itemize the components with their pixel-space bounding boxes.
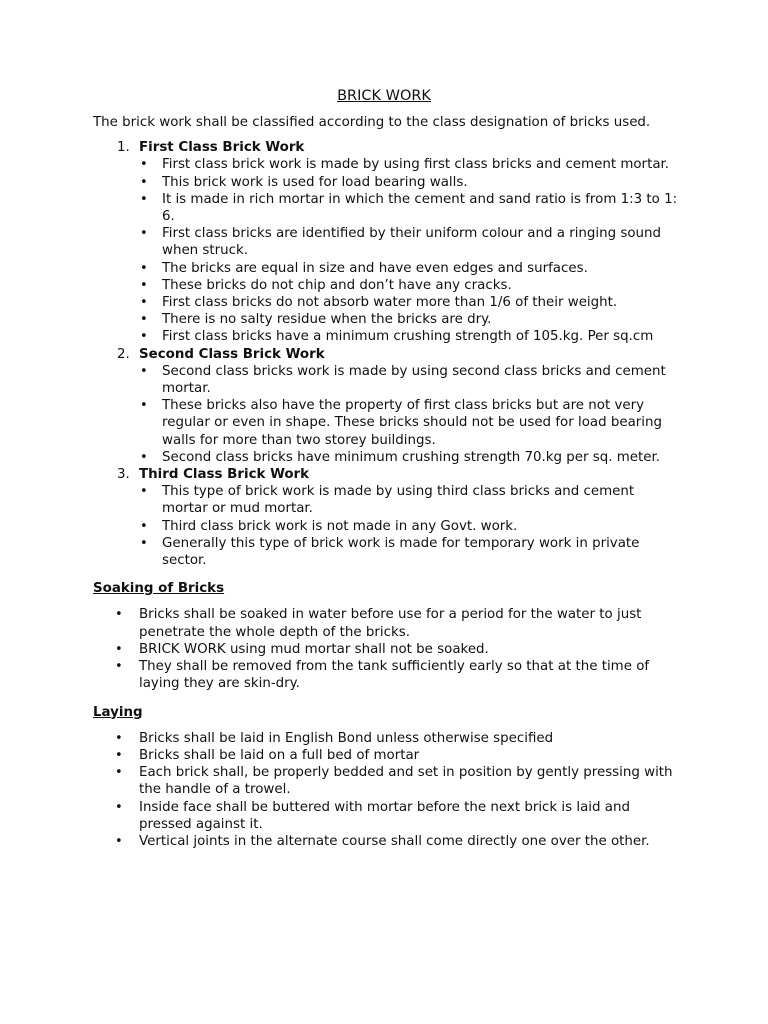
list-item: • This brick work is used for load bearing walls.	[162, 174, 683, 191]
list-item: • Inside face shall be buttered with mortar before the next brick is laid and pressed against it.	[139, 799, 683, 833]
class-heading-third: Third Class Brick Work	[139, 467, 310, 483]
class-number: 2.	[117, 346, 130, 362]
list-item: • They shall be removed from the tank sufficiently early so that at the time of laying they are skin-dry.	[139, 658, 683, 692]
list-item: • The bricks are equal in size and have even edges and surfaces.	[162, 260, 683, 277]
list-item: • First class bricks do not absorb water more than 1/6 of their weight.	[162, 294, 683, 311]
list-item: • Second class bricks have minimum crushing strength 70.kg per sq. meter.	[162, 449, 683, 466]
list-item: • Second class bricks work is made by using second class bricks and cement mortar.	[162, 363, 683, 397]
class-heading-second: Second Class Brick Work	[139, 346, 325, 362]
page-title-text: BRICK WORK	[337, 88, 431, 104]
second-class-bullets	[139, 363, 683, 466]
class-heading-first: First Class Brick Work	[139, 140, 305, 156]
list-item: • Bricks shall be laid on a full bed of mortar	[139, 747, 683, 764]
page-title	[0, 86, 768, 106]
class-item-second	[117, 346, 683, 466]
list-item: • Generally this type of brick work is made for temporary work in private sector.	[162, 535, 683, 569]
list-item: • It is made in rich mortar in which the cement and sand ratio is from 1:3 to 1: 6.	[162, 191, 683, 225]
list-item: • Bricks shall be laid in English Bond unless otherwise specified	[139, 730, 683, 747]
list-item: • This type of brick work is made by using third class bricks and cement mortar or mud mortar.	[162, 483, 683, 517]
list-item: • Third class brick work is not made in any Govt. work.	[162, 518, 683, 535]
class-number: 3.	[117, 467, 130, 483]
class-number: 1.	[117, 140, 130, 156]
list-item: • These bricks also have the property of first class bricks but are not very regular or even in shape. These bricks should not be used for load bearing walls for more than two storey buildings.	[162, 397, 683, 449]
list-item: • There is no salty residue when the bricks are dry.	[162, 311, 683, 328]
soaking-heading: Soaking of Bricks	[93, 581, 225, 597]
class-item-first	[117, 139, 683, 345]
list-item: • First class bricks are identified by their uniform colour and a ringing sound when struck.	[162, 225, 683, 259]
soaking-list	[93, 606, 683, 692]
list-item: • Bricks shall be soaked in water before use for a period for the water to just penetrate the whole depth of the bricks.	[139, 606, 683, 640]
list-item: • Vertical joints in the alternate course shall come directly one over the other.	[139, 833, 683, 850]
list-item: • These bricks do not chip and don’t have any cracks.	[162, 277, 683, 294]
first-class-bullets	[139, 156, 683, 345]
list-item: • BRICK WORK using mud mortar shall not be soaked.	[139, 641, 683, 658]
list-item: • Each brick shall, be properly bedded and set in position by gently pressing with the handle of a trowel.	[139, 764, 683, 798]
list-item: • First class brick work is made by using first class bricks and cement mortar.	[162, 156, 683, 173]
third-class-bullets	[139, 483, 683, 569]
laying-heading: Laying	[93, 704, 143, 720]
brick-class-list	[93, 139, 683, 569]
document-body	[93, 114, 683, 850]
list-item: • First class bricks have a minimum crushing strength of 105.kg. Per sq.cm	[162, 328, 683, 345]
laying-list	[93, 730, 683, 850]
intro-paragraph: The brick work shall be classified according to the class designation of bricks used.	[93, 115, 651, 130]
class-item-third	[117, 466, 683, 569]
